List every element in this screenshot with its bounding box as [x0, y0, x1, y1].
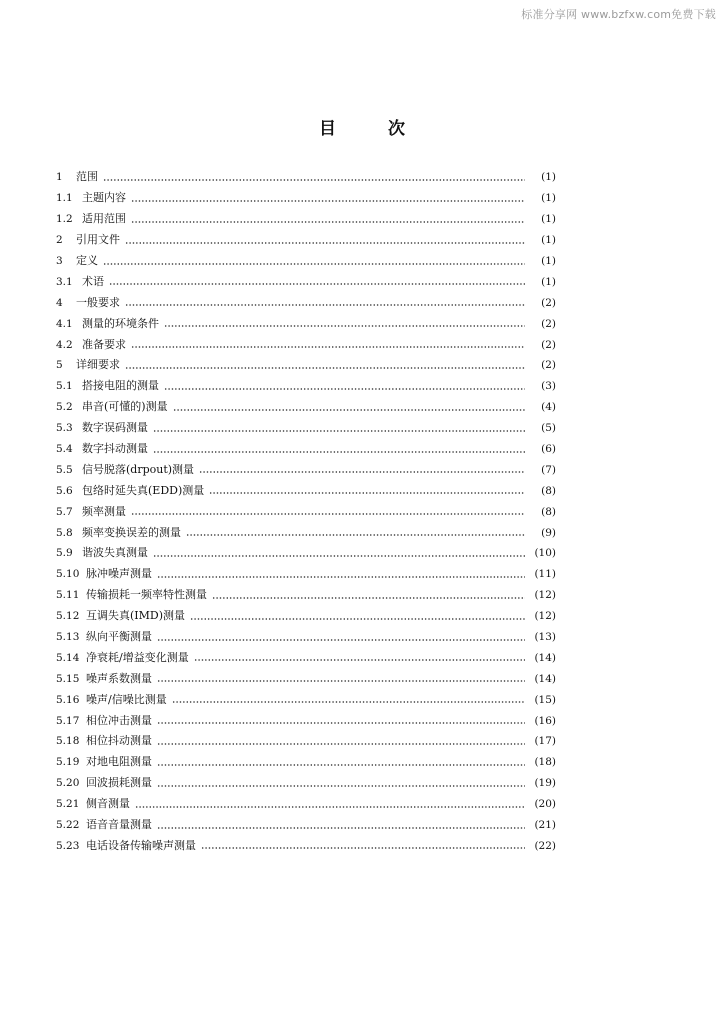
toc-entry-page-number: (12): [534, 610, 556, 623]
toc-entry-number: 5.13: [56, 631, 80, 644]
toc-entry-page-number: (6): [541, 443, 556, 456]
toc-entry-title: 信号脱落(drpout)测量: [82, 462, 195, 476]
toc-entry[interactable]: [56, 522, 556, 543]
table-of-contents: [56, 167, 556, 856]
toc-entry-title: 一般要求: [76, 295, 120, 309]
dot-leader: [157, 680, 525, 682]
toc-entry-title: 侧音测量: [86, 797, 130, 811]
dot-leader: [172, 701, 525, 703]
toc-entry-number: 5.8: [56, 526, 73, 539]
toc-entry-title: 准备要求: [82, 337, 126, 351]
toc-entry-page-number: (5): [541, 422, 556, 435]
toc-entry-title: 数字抖动测量: [82, 442, 148, 456]
toc-entry[interactable]: [56, 459, 556, 480]
dot-leader: [125, 304, 525, 306]
toc-entry-number: 5.12: [56, 610, 80, 623]
toc-entry[interactable]: [56, 501, 556, 522]
toc-entry-page-number: (12): [534, 589, 556, 602]
toc-entry[interactable]: [56, 647, 556, 668]
toc-entry-title: 语音音量测量: [86, 818, 152, 832]
toc-entry-number: 5.18: [56, 735, 80, 748]
toc-entry[interactable]: [56, 836, 556, 857]
toc-entry-page-number: (14): [534, 672, 556, 685]
dot-leader: [153, 451, 525, 453]
dot-leader: [157, 764, 525, 766]
toc-entry-title: 相位冲击测量: [86, 713, 152, 727]
toc-entry-number: 1.2: [56, 213, 73, 226]
toc-entry[interactable]: [56, 606, 556, 627]
toc-entry-title: 噪声/信噪比测量: [86, 692, 167, 706]
toc-entry-title: 频率测量: [82, 504, 126, 518]
toc-entry[interactable]: [56, 627, 556, 648]
toc-entry-page-number: (1): [541, 192, 556, 205]
toc-entry-title: 主题内容: [82, 191, 126, 205]
toc-entry[interactable]: [56, 564, 556, 585]
toc-entry-number: 5.10: [56, 568, 80, 581]
toc-entry[interactable]: [56, 731, 556, 752]
toc-entry[interactable]: [56, 543, 556, 564]
dot-leader: [157, 576, 525, 578]
toc-entry-title: 对地电阻测量: [86, 755, 152, 769]
toc-entry-title: 范围: [76, 170, 98, 184]
toc-entry-page-number: (15): [534, 693, 556, 706]
toc-entry[interactable]: [56, 230, 556, 251]
toc-entry[interactable]: [56, 752, 556, 773]
toc-entry-number: 5.2: [56, 401, 73, 414]
toc-entry-page-number: (3): [541, 380, 556, 393]
toc-entry-page-number: (1): [541, 234, 556, 247]
toc-entry[interactable]: [56, 773, 556, 794]
toc-entry[interactable]: [56, 418, 556, 439]
toc-entry-page-number: (2): [541, 359, 556, 372]
toc-entry[interactable]: [56, 794, 556, 815]
dot-leader: [131, 221, 525, 223]
toc-entry-title: 详细要求: [76, 358, 120, 372]
toc-entry-page-number: (9): [541, 526, 556, 539]
dot-leader: [131, 346, 525, 348]
toc-entry-title: 相位抖动测量: [86, 734, 152, 748]
dot-leader: [157, 722, 525, 724]
toc-entry[interactable]: [56, 710, 556, 731]
dot-leader: [157, 827, 525, 829]
dot-leader: [125, 242, 525, 244]
dot-leader: [186, 534, 525, 536]
toc-entry-number: 3.1: [56, 275, 73, 288]
dot-leader: [173, 409, 525, 411]
toc-entry-page-number: (1): [541, 275, 556, 288]
toc-entry-number: 5.20: [56, 777, 80, 790]
dot-leader: [164, 325, 525, 327]
toc-entry-title: 测量的环境条件: [82, 316, 159, 330]
toc-entry-number: 5.5: [56, 463, 73, 476]
toc-entry-number: 5.3: [56, 422, 73, 435]
toc-entry-title: 电话设备传输噪声测量: [86, 838, 196, 852]
toc-entry-title: 定义: [76, 254, 98, 267]
toc-entry[interactable]: [56, 355, 556, 376]
toc-entry-page-number: (2): [541, 296, 556, 309]
toc-entry-number: 2: [56, 234, 63, 247]
toc-entry[interactable]: [56, 376, 556, 397]
dot-leader: [109, 283, 525, 285]
dot-leader: [125, 367, 525, 369]
toc-entry-number: 5.14: [56, 651, 80, 664]
toc-entry[interactable]: [56, 167, 556, 188]
toc-entry-number: 4.1: [56, 317, 73, 330]
toc-entry-number: 5.15: [56, 672, 80, 685]
toc-entry[interactable]: [56, 668, 556, 689]
toc-entry[interactable]: [56, 188, 556, 209]
toc-entry-page-number: (4): [541, 401, 556, 414]
toc-entry-title: 回波损耗测量: [86, 776, 152, 790]
toc-entry-number: 5.23: [56, 839, 80, 852]
toc-entry-title: 噪声系数测量: [86, 671, 152, 685]
toc-entry-number: 4: [56, 296, 63, 309]
toc-entry-page-number: (1): [541, 213, 556, 226]
toc-entry-number: 5.9: [56, 547, 73, 560]
toc-entry-title: 术语: [82, 274, 104, 288]
dot-leader: [131, 513, 525, 515]
toc-entry-number: 5.6: [56, 484, 73, 497]
toc-entry-page-number: (19): [534, 777, 556, 790]
toc-entry-number: 1.1: [56, 192, 73, 205]
toc-entry-page-number: (14): [534, 651, 556, 664]
dot-leader: [157, 743, 525, 745]
toc-entry-page-number: (7): [541, 463, 556, 476]
toc-entry-title: 传输损耗一频率特性测量: [86, 588, 207, 602]
dot-leader: [164, 388, 525, 390]
toc-entry[interactable]: [56, 292, 556, 313]
toc-entry-number: 4.2: [56, 338, 73, 351]
dot-leader: [199, 471, 525, 473]
toc-entry-number: 5.11: [56, 589, 80, 602]
toc-entry-title: 包络时延失真(EDD)测量: [82, 483, 205, 497]
toc-entry-page-number: (22): [534, 839, 556, 852]
toc-entry[interactable]: [56, 209, 556, 230]
toc-entry-page-number: (11): [534, 568, 556, 581]
dot-leader: [131, 200, 525, 202]
page-title: 目次: [319, 119, 457, 139]
dot-leader: [135, 806, 525, 808]
dot-leader: [201, 847, 525, 849]
toc-entry-page-number: (10): [534, 547, 556, 560]
toc-entry-page-number: (17): [534, 735, 556, 748]
toc-entry-number: 5.21: [56, 798, 80, 811]
toc-entry-page-number: (8): [541, 484, 556, 497]
toc-entry[interactable]: [56, 480, 556, 501]
toc-entry[interactable]: [56, 689, 556, 710]
toc-entry[interactable]: [56, 251, 556, 272]
toc-entry-page-number: (21): [534, 819, 556, 832]
dot-leader: [157, 639, 525, 641]
dot-leader: [212, 597, 525, 599]
toc-entry-title: 适用范围: [82, 212, 126, 226]
toc-entry-page-number: (18): [534, 756, 556, 769]
dot-leader: [153, 555, 525, 557]
toc-entry-page-number: (16): [534, 714, 556, 727]
toc-entry-title: 频率变换误差的测量: [82, 525, 181, 539]
toc-entry[interactable]: [56, 815, 556, 836]
toc-entry-title: 数字误码测量: [82, 421, 148, 435]
dot-leader: [103, 179, 525, 181]
toc-entry-page-number: (13): [534, 631, 556, 644]
toc-entry-number: 3: [56, 255, 63, 267]
toc-entry-number: 5: [56, 359, 63, 372]
toc-entry-number: 5.7: [56, 505, 73, 518]
toc-entry[interactable]: [56, 313, 556, 334]
toc-entry-title: 纵向平衡测量: [86, 630, 152, 644]
toc-entry-page-number: (20): [534, 798, 556, 811]
toc-entry-page-number: (2): [541, 317, 556, 330]
toc-entry-number: 5.16: [56, 693, 80, 706]
dot-leader: [157, 785, 525, 787]
dot-leader: [103, 263, 525, 265]
toc-entry[interactable]: [56, 271, 556, 292]
toc-entry-page-number: (1): [541, 255, 556, 267]
toc-entry-title: 搭接电阻的测量: [82, 379, 159, 393]
toc-entry[interactable]: [56, 334, 556, 355]
toc-entry-page-number: (8): [541, 505, 556, 518]
toc-entry-title: 谐波失真测量: [82, 546, 148, 560]
toc-entry-number: 1: [56, 171, 63, 184]
dot-leader: [190, 618, 525, 620]
toc-entry-title: 净衰耗/增益变化测量: [86, 650, 189, 664]
dot-leader: [153, 430, 525, 432]
toc-entry-title: 串音(可懂的)测量: [82, 400, 168, 414]
toc-entry-page-number: (1): [541, 171, 556, 184]
watermark-text: 标准分享网 www.bzfxw.com免费下载: [521, 8, 716, 21]
toc-entry-title: 引用文件: [76, 233, 120, 247]
toc-entry-title: 脉冲噪声测量: [86, 567, 152, 581]
toc-entry-number: 5.22: [56, 819, 80, 832]
toc-entry-title: 互调失真(IMD)测量: [86, 609, 186, 623]
toc-entry[interactable]: [56, 397, 556, 418]
toc-entry[interactable]: [56, 439, 556, 460]
toc-entry-number: 5.19: [56, 756, 80, 769]
dot-leader: [194, 659, 525, 661]
toc-entry-number: 5.1: [56, 380, 73, 393]
toc-entry-number: 5.4: [56, 443, 73, 456]
toc-entry[interactable]: [56, 585, 556, 606]
toc-entry-page-number: (2): [541, 338, 556, 351]
dot-leader: [209, 492, 525, 494]
toc-entry-number: 5.17: [56, 714, 80, 727]
